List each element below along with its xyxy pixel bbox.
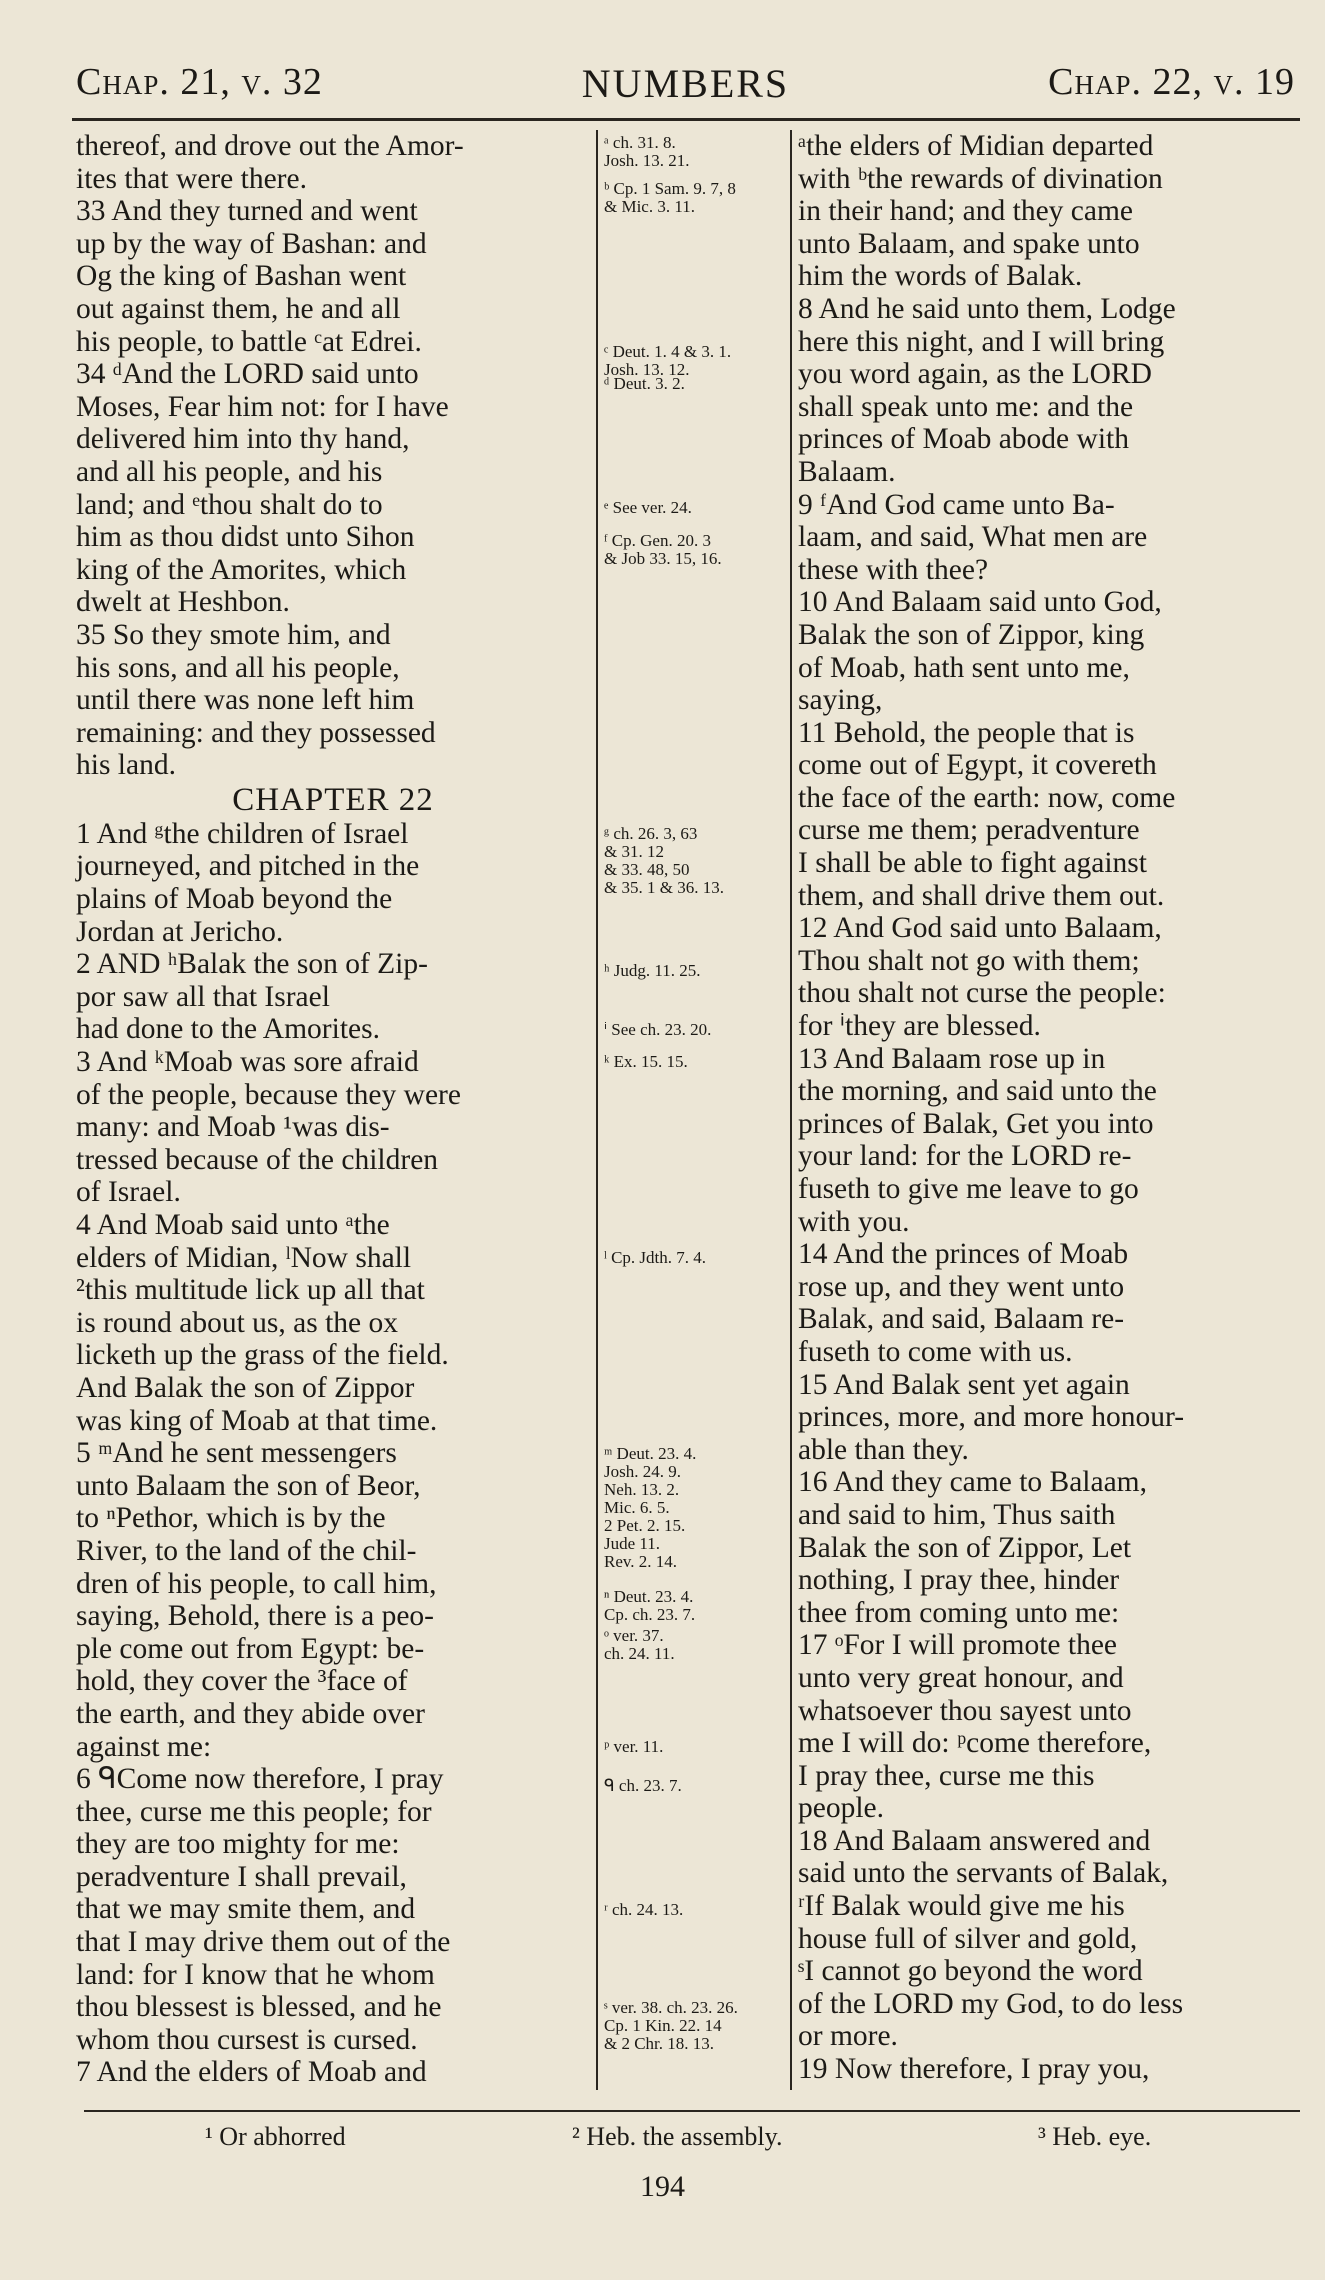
cross-reference: ˢ ver. 38. ch. 23. 26. Cp. 1 Kin. 22. 14 & 2 Chr. 18. 13. — [604, 1997, 738, 2053]
text-line: whom thou cursest is cursed. — [76, 2023, 418, 2056]
header-rule — [72, 118, 1300, 121]
text-line: thee from coming unto me: — [798, 1596, 1120, 1629]
text-line: unto Balaam, and spake unto — [798, 227, 1140, 260]
text-line: the face of the earth: now, come — [798, 781, 1176, 814]
text-line: journeyed, and pitched in the — [76, 850, 420, 883]
footnote-1: ¹ Or abhorred — [205, 2122, 346, 2151]
text-line: Balak the son of Zippor, king — [798, 618, 1145, 651]
text-line: Balaam. — [798, 455, 896, 488]
text-line: king of the Amorites, which — [76, 553, 407, 586]
footnote-3: ³ Heb. eye. — [1038, 2122, 1152, 2151]
text-line: elders of Midian, ˡNow shall — [76, 1241, 412, 1274]
text-line: ites that were there. — [76, 162, 307, 195]
text-line: fuseth to come with us. — [798, 1335, 1073, 1368]
text-line: 4 And Moab said unto ᵃthe — [76, 1209, 390, 1241]
text-line: said unto the servants of Balak, — [798, 1857, 1169, 1890]
text-line: 12 And God said unto Balaam, — [798, 912, 1162, 945]
text-line: 6 ᑫCome now therefore, I pray — [76, 1763, 444, 1796]
text-line: rose up, and they went unto — [798, 1270, 1125, 1303]
text-line: saying, — [798, 684, 883, 717]
text-line: in their hand; and they came — [798, 195, 1134, 228]
text-line: until there was none left him — [76, 684, 415, 717]
text-line: 15 And Balak sent yet again — [798, 1368, 1130, 1401]
header-left: Chap. 21, v. 32 — [76, 61, 323, 103]
text-line: thou shalt not curse the people: — [798, 977, 1166, 1010]
cross-reference: ᵐ Deut. 23. 4. Josh. 24. 9. Neh. 13. 2. Mic. 6. 5. 2 Pet. 2. 15. Jude 11. Rev. 2. 14. — [604, 1443, 697, 1571]
text-line: 14 And the princes of Moab — [798, 1238, 1129, 1271]
text-line: ²this multitude lick up all that — [76, 1274, 425, 1307]
text-line: 17 ᵒFor I will promote thee — [798, 1629, 1118, 1662]
text-line: nothing, I pray thee, hinder — [798, 1564, 1120, 1597]
text-line: peradventure I shall prevail, — [76, 1860, 407, 1893]
cross-reference: ᵍ ch. 26. 3, 63 & 31. 12 & 33. 48, 50 & 35. 1 & 36. 13. — [604, 824, 724, 898]
cross-reference: ᵏ Ex. 15. 15. — [604, 1052, 688, 1072]
text-line: fuseth to give me leave to go — [798, 1173, 1139, 1205]
text-line: of the LORD my God, to do less — [798, 1987, 1184, 2020]
text-line: against me: — [76, 1730, 212, 1763]
text-line: Balak, and said, Balaam re- — [798, 1303, 1125, 1336]
text-line: remaining: and they possessed — [76, 716, 436, 749]
cross-reference: ʰ Judg. 11. 25. — [604, 961, 701, 981]
text-line: these with thee? — [798, 553, 989, 586]
text-line: 2 AND ʰBalak the son of Zip- — [76, 948, 428, 981]
text-line: his land. — [76, 749, 176, 782]
text-line: his people, to battle ᶜat Edrei. — [76, 325, 422, 358]
text-line: for ⁱthey are blessed. — [798, 1010, 1041, 1043]
text-line: 16 And they came to Balaam, — [798, 1466, 1147, 1499]
text-line: that I may drive them out of the — [76, 1926, 451, 1959]
text-line: dren of his people, to call him, — [76, 1567, 437, 1600]
text-line: 5 ᵐAnd he sent messengers — [76, 1437, 397, 1470]
text-line: ple come out from Egypt: be- — [76, 1632, 425, 1665]
text-line: 19 Now therefore, I pray you, — [798, 2053, 1150, 2086]
page-number: 194 — [640, 2170, 685, 2203]
text-line: dwelt at Heshbon. — [76, 586, 290, 619]
book-title: NUMBERS — [581, 61, 790, 106]
text-line: with you. — [798, 1205, 910, 1238]
text-line: Balak the son of Zippor, Let — [798, 1531, 1132, 1564]
text-line: 3 And ᵏMoab was sore afraid — [76, 1046, 419, 1079]
text-line: unto very great honour, and — [798, 1661, 1124, 1694]
cross-reference: ᵉ See ver. 24. — [604, 498, 692, 518]
text-line: the earth, and they abide over — [76, 1697, 425, 1730]
text-line: 18 And Balaam answered and — [798, 1824, 1151, 1857]
text-line: Jordan at Jericho. — [76, 915, 284, 948]
column-divider-right — [790, 130, 792, 2090]
text-line: Og the king of Bashan went — [76, 260, 407, 293]
text-line: or more. — [798, 2020, 898, 2053]
text-line: 34 ᵈAnd the LORD said unto — [76, 358, 419, 391]
text-line: 9 ᶠAnd God came unto Ba- — [798, 488, 1115, 521]
text-line: 35 So they smote him, and — [76, 618, 391, 651]
cross-reference: ˡ Cp. Jdth. 7. 4. — [604, 1247, 706, 1267]
text-line: of the people, because they were — [76, 1078, 461, 1111]
text-line: 7 And the elders of Moab and — [76, 2056, 427, 2089]
text-line: house full of silver and gold, — [798, 1922, 1138, 1955]
text-line: licketh up the grass of the field. — [76, 1339, 449, 1372]
text-line: that we may smite them, and — [76, 1893, 416, 1926]
cross-reference: ʳ ch. 24. 13. — [604, 1899, 684, 1919]
text-line: the morning, and said unto the — [798, 1075, 1157, 1108]
cross-reference: ⁿ Deut. 23. 4. Cp. ch. 23. 7. — [604, 1586, 696, 1624]
cross-reference: ᶠ Cp. Gen. 20. 3 & Job 33. 15, 16. — [604, 530, 722, 568]
text-line: and all his people, and his — [76, 455, 383, 488]
text-line: is round about us, as the ox — [76, 1306, 399, 1339]
text-line: plains of Moab beyond the — [76, 883, 393, 916]
text-line: people. — [798, 1792, 885, 1825]
text-line: princes of Balak, Get you into — [798, 1107, 1154, 1140]
text-line: ʳIf Balak would give me his — [798, 1890, 1125, 1923]
text-line: with ᵇthe rewards of divination — [798, 162, 1163, 195]
text-line: they are too mighty for me: — [76, 1828, 400, 1861]
cross-reference: ᵇ Cp. 1 Sam. 9. 7, 8 & Mic. 3. 11. — [604, 178, 736, 216]
text-line: I shall be able to fight against — [798, 847, 1147, 880]
text-line: many: and Moab ¹was dis- — [76, 1111, 390, 1144]
text-line: 11 Behold, the people that is — [798, 716, 1135, 749]
text-line: And Balak the son of Zippor — [76, 1371, 415, 1404]
text-line: 33 And they turned and went — [76, 195, 418, 228]
cross-reference: ᑫ ch. 23. 7. — [604, 1776, 682, 1796]
right-text-column — [798, 130, 1298, 2086]
text-line: him as thou didst unto Sihon — [76, 521, 415, 554]
text-line: ᵃthe elders of Midian departed — [798, 130, 1154, 162]
text-line: laam, and said, What men are — [798, 521, 1148, 554]
text-line: princes of Moab abode with — [798, 423, 1129, 456]
footnote-2: ² Heb. the assembly. — [572, 2122, 783, 2151]
text-line: had done to the Amorites. — [76, 1013, 380, 1046]
text-line: land; and ᵉthou shalt do to — [76, 488, 383, 521]
text-line: 8 And he said unto them, Lodge — [798, 292, 1176, 325]
text-line: land: for I know that he whom — [76, 1958, 435, 1991]
text-line: curse me them; peradventure — [798, 814, 1140, 847]
text-line: saying, Behold, there is a peo- — [76, 1600, 435, 1633]
text-line: you word again, as the LORD — [798, 358, 1152, 391]
cross-reference: ᵈ Deut. 3. 2. — [604, 374, 685, 394]
text-line: Moses, Fear him not: for I have — [76, 390, 449, 423]
column-divider-left — [596, 130, 598, 2090]
text-line: whatsoever thou sayest unto — [798, 1694, 1132, 1727]
text-line: unto Balaam the son of Beor, — [76, 1469, 421, 1502]
text-line: and said to him, Thus saith — [798, 1498, 1116, 1531]
running-header — [76, 60, 1295, 124]
text-line: 1 And ᵍthe children of Israel — [76, 817, 409, 850]
footnote-rule — [84, 2110, 1300, 2112]
text-line: to ⁿPethor, which is by the — [76, 1502, 386, 1535]
text-line: him the words of Balak. — [798, 260, 1083, 293]
cross-reference: ᵒ ver. 37. ch. 24. 11. — [604, 1626, 675, 1664]
text-line: them, and shall drive them out. — [798, 879, 1165, 912]
text-line: princes, more, and more honour- — [798, 1401, 1185, 1434]
text-line: thou blessest is blessed, and he — [76, 1991, 442, 2024]
text-line: Thou shalt not go with them; — [798, 944, 1140, 977]
chapter-heading: CHAPTER 22 — [232, 781, 434, 818]
text-line: here this night, and I will bring — [798, 325, 1165, 358]
text-line: 13 And Balaam rose up in — [798, 1042, 1106, 1075]
text-line: me I will do: ᵖcome therefore, — [798, 1727, 1152, 1760]
text-line: of Moab, hath sent unto me, — [798, 651, 1130, 684]
text-line: tressed because of the children — [76, 1143, 439, 1176]
text-line: your land: for the LORD re- — [798, 1140, 1132, 1173]
text-line: ˢI cannot go beyond the word — [798, 1955, 1143, 1988]
text-line: up by the way of Bashan: and — [76, 227, 427, 260]
text-line: 10 And Balaam said unto God, — [798, 586, 1162, 619]
text-line: his sons, and all his people, — [76, 651, 400, 684]
left-text-column — [76, 130, 590, 2089]
cross-reference: ᵃ ch. 31. 8. Josh. 13. 21. — [604, 133, 690, 170]
text-line: hold, they cover the ³face of — [76, 1665, 408, 1698]
cross-reference: ᵖ ver. 11. — [604, 1736, 664, 1756]
text-line: of Israel. — [76, 1176, 181, 1209]
text-line: able than they. — [798, 1433, 969, 1466]
text-line: shall speak unto me: and the — [798, 390, 1134, 423]
cross-reference: ᶜ Deut. 1. 4 & 3. 1. Josh. 13. 12. — [604, 341, 732, 379]
text-line: thereof, and drove out the Amor- — [76, 130, 464, 162]
text-line: por saw all that Israel — [76, 980, 330, 1013]
text-line: delivered him into thy hand, — [76, 423, 410, 456]
text-line: was king of Moab at that time. — [76, 1404, 438, 1437]
text-line: thee, curse me this people; for — [76, 1795, 432, 1828]
text-line: River, to the land of the chil- — [76, 1534, 417, 1567]
text-line: I pray thee, curse me this — [798, 1759, 1095, 1792]
text-line: come out of Egypt, it covereth — [798, 749, 1157, 782]
cross-reference: ⁱ See ch. 23. 20. — [604, 1019, 712, 1039]
text-line: out against them, he and all — [76, 292, 401, 325]
header-right: Chap. 22, v. 19 — [1048, 61, 1295, 103]
